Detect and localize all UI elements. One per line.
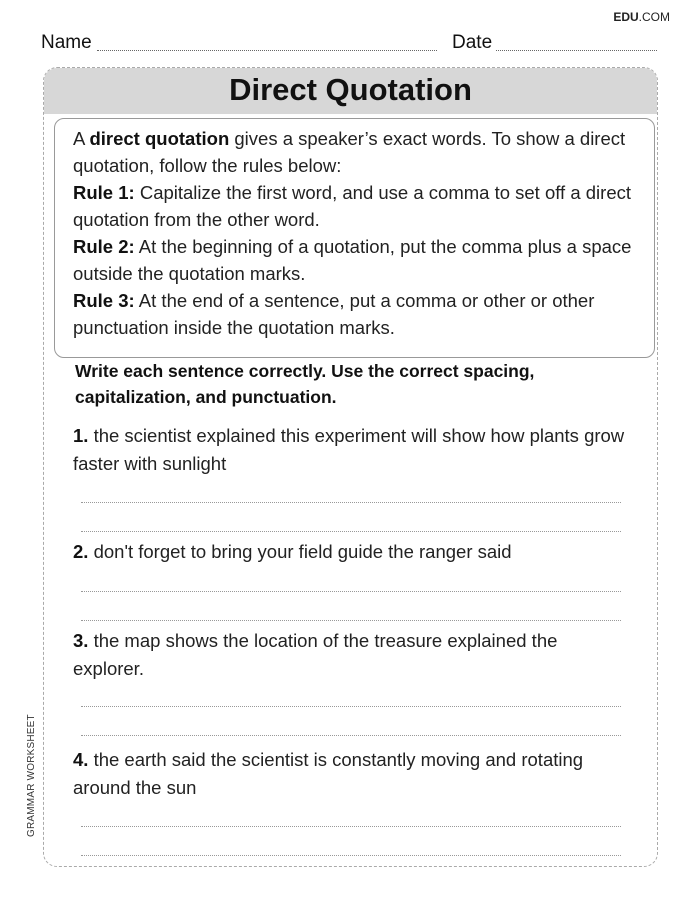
question-3	[73, 627, 633, 683]
rule-1	[73, 179, 646, 233]
answer-line[interactable]	[81, 826, 621, 827]
rule-text: At the end of a sentence, put a comma or other or other punctuation inside the quotation marks.	[73, 290, 595, 338]
question-text: the map shows the location of the treasure explained the explorer.	[73, 630, 558, 679]
answer-line[interactable]	[81, 502, 621, 503]
intro-prefix: A	[73, 128, 90, 149]
rule-label: Rule 3:	[73, 290, 135, 311]
side-label: GRAMMAR WORKSHEET	[26, 714, 37, 837]
question-1	[73, 422, 633, 478]
brand-com: .COM	[638, 10, 670, 24]
worksheet	[43, 67, 658, 867]
question-number: 3.	[73, 630, 89, 651]
answer-line[interactable]	[81, 855, 621, 856]
intro-rest: gives a speaker’s exact words. To show a direct quotation, follow the rules below:	[73, 128, 626, 176]
name-date-row	[41, 30, 657, 54]
question-number: 4.	[73, 749, 89, 770]
rule-text: Capitalize the first word, and use a comma to set off a direct quotation from the other word.	[73, 182, 631, 230]
rules-box	[54, 118, 655, 358]
date-line[interactable]	[496, 50, 657, 51]
intro-paragraph	[73, 125, 646, 179]
answer-line[interactable]	[81, 735, 621, 736]
brand-logo	[613, 10, 670, 24]
name-label: Name	[41, 32, 92, 53]
question-number: 1.	[73, 425, 89, 446]
answer-line[interactable]	[81, 591, 621, 592]
answer-line[interactable]	[81, 531, 621, 532]
question-2	[73, 538, 633, 566]
answer-line[interactable]	[81, 706, 621, 707]
instructions: Write each sentence correctly. Use the correct spacing, capitalization, and punctuation.	[75, 361, 535, 407]
question-text: the earth said the scientist is constantly moving and rotating around the sun	[73, 749, 584, 798]
question-number: 2.	[73, 541, 89, 562]
rule-label: Rule 2:	[73, 236, 135, 257]
brand-edu: EDU	[613, 10, 639, 24]
title-bar	[44, 68, 657, 114]
name-line[interactable]	[97, 50, 437, 51]
question-text: the scientist explained this experiment will show how plants grow faster with sunlight	[73, 425, 625, 474]
intro-term: direct quotation	[89, 128, 230, 149]
rule-text: At the beginning of a quotation, put the comma plus a space outside the quotation marks.	[73, 236, 632, 284]
question-4	[73, 746, 633, 802]
question-text: don't forget to bring your field guide the ranger said	[88, 541, 512, 562]
rule-3	[73, 287, 646, 341]
rule-label: Rule 1:	[73, 182, 135, 203]
page-title: Direct Quotation	[229, 72, 472, 107]
answer-line[interactable]	[81, 620, 621, 621]
date-label: Date	[452, 32, 493, 53]
rule-2	[73, 233, 646, 287]
